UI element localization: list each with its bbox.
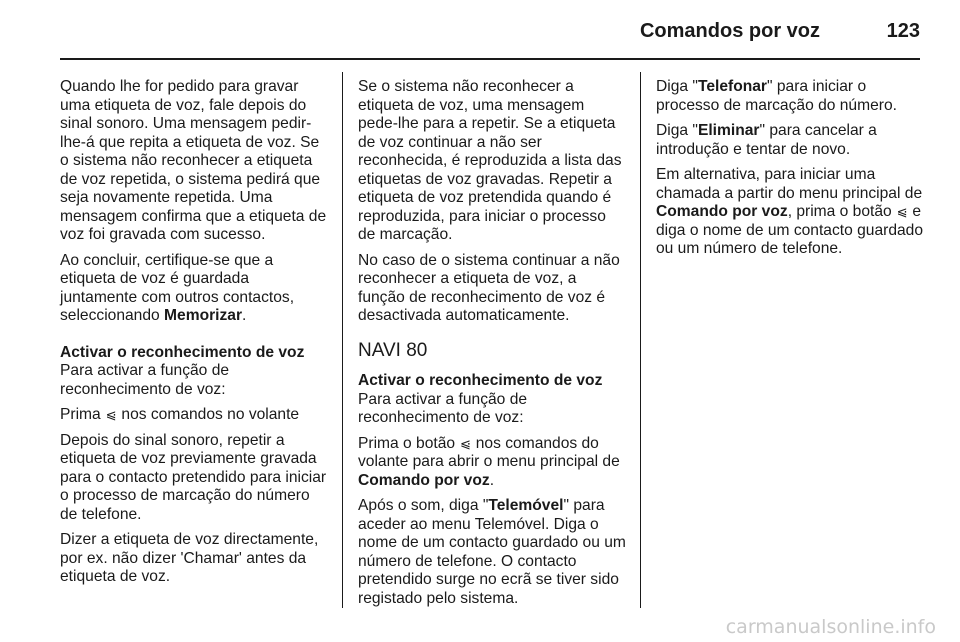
subheading: Activar o reconhecimento de voz bbox=[60, 343, 305, 361]
column-divider-2 bbox=[640, 72, 641, 608]
paragraph bbox=[60, 252, 328, 326]
page-number: 123 bbox=[886, 20, 920, 42]
text: Prima bbox=[60, 406, 106, 423]
text: nos comandos do volante para abrir o menu principal de bbox=[358, 434, 620, 470]
paragraph: Para activar a função de reconhecimento de voz: bbox=[358, 390, 528, 426]
paragraph bbox=[656, 78, 924, 115]
column-1 bbox=[60, 78, 328, 594]
paragraph bbox=[358, 497, 626, 608]
paragraph: No caso de o sistema continuar a não reconhecer a etiqueta de voz, a função de reconhecimento de voz é desactivada automaticamente. bbox=[358, 251, 620, 324]
text: e diga o nome de um contacto guardado ou um número de telefone. bbox=[656, 203, 924, 257]
paragraph bbox=[60, 406, 328, 425]
paragraph: Quando lhe for pedido para gravar uma etiqueta de voz, fale depois do sinal sonoro. Uma mensagem pedir-lhe-á que repita a etiqueta de voz. Se o sistema não reconhecer a etiqueta de voz repetida, o sistema pedirá que seja novamente repetida. Uma mensagem confirma que a etiqueta de voz foi gravada com sucesso. bbox=[60, 78, 327, 243]
section-heading: NAVI 80 bbox=[358, 339, 428, 361]
text: Após o som, diga " bbox=[358, 497, 489, 514]
header-rule bbox=[60, 58, 920, 60]
text: " para iniciar o processo de marcação do número. bbox=[656, 78, 897, 114]
text: Diga " bbox=[656, 122, 698, 139]
column-3 bbox=[656, 78, 924, 266]
paragraph: Para activar a função de reconhecimento de voz: bbox=[60, 362, 230, 398]
text: . bbox=[242, 307, 247, 324]
paragraph bbox=[656, 166, 924, 259]
command-term-telefonar: Telefonar bbox=[697, 78, 767, 95]
voice-control-icon: ⩿ bbox=[896, 204, 908, 219]
text: , prima o botão bbox=[787, 203, 897, 220]
paragraph: Se o sistema não reconhecer a etiqueta de voz, uma mensagem pede-lhe para a repetir. Se a etiqueta de voz continuar a não ser reconhecida, é reproduzida a lista das etiquetas de voz gravadas. Repetir a etiqueta de voz pretendida quando é reproduzida, para iniciar o processo de marcação. bbox=[358, 78, 622, 243]
text: Diga " bbox=[656, 78, 698, 95]
watermark: carmanualsonline.info bbox=[725, 616, 936, 638]
paragraph bbox=[358, 435, 626, 491]
paragraph bbox=[656, 122, 924, 159]
voice-control-icon: ⩿ bbox=[105, 407, 117, 422]
text: Prima o botão bbox=[358, 434, 460, 452]
text: Ao concluir, certifique-se que a etiqueta de voz é guardada juntamente com outros contactos, seleccionando bbox=[60, 251, 295, 324]
paragraph: Depois do sinal sonoro, repetir a etiqueta de voz previamente gravada para o contacto pretendido para iniciar o processo de marcação do número de telefone. bbox=[60, 431, 327, 523]
command-term-eliminar: Eliminar bbox=[697, 122, 760, 139]
menu-term-comando-por-voz: Comando por voz bbox=[656, 203, 788, 220]
column-2 bbox=[358, 78, 626, 615]
menu-term-memorizar: Memorizar bbox=[164, 307, 243, 324]
text: Em alternativa, para iniciar uma chamada a partir do menu principal de bbox=[656, 166, 923, 202]
text: " para aceder ao menu Telemóvel. Diga o nome de um contacto guardado ou um número de telefone. O contacto pretendido surge no ecrã se tiver sido registado pelo sistema. bbox=[358, 497, 626, 607]
page-title: Comandos por voz bbox=[639, 20, 820, 42]
text: . bbox=[489, 471, 495, 489]
menu-term-comando-por-voz: Comando por voz bbox=[358, 471, 490, 489]
column-divider-1 bbox=[342, 72, 343, 608]
text: " para cancelar a introdução e tentar de novo. bbox=[656, 122, 877, 158]
text: nos comandos no volante bbox=[117, 406, 300, 423]
paragraph: Dizer a etiqueta de voz directamente, por ex. não dizer 'Chamar' antes da etiqueta de voz. bbox=[60, 531, 319, 585]
voice-control-icon: ⩿ bbox=[459, 435, 471, 451]
page-header bbox=[60, 14, 920, 48]
subheading: Activar o reconhecimento de voz bbox=[358, 372, 603, 389]
command-term-telemovel: Telemóvel bbox=[488, 497, 564, 514]
